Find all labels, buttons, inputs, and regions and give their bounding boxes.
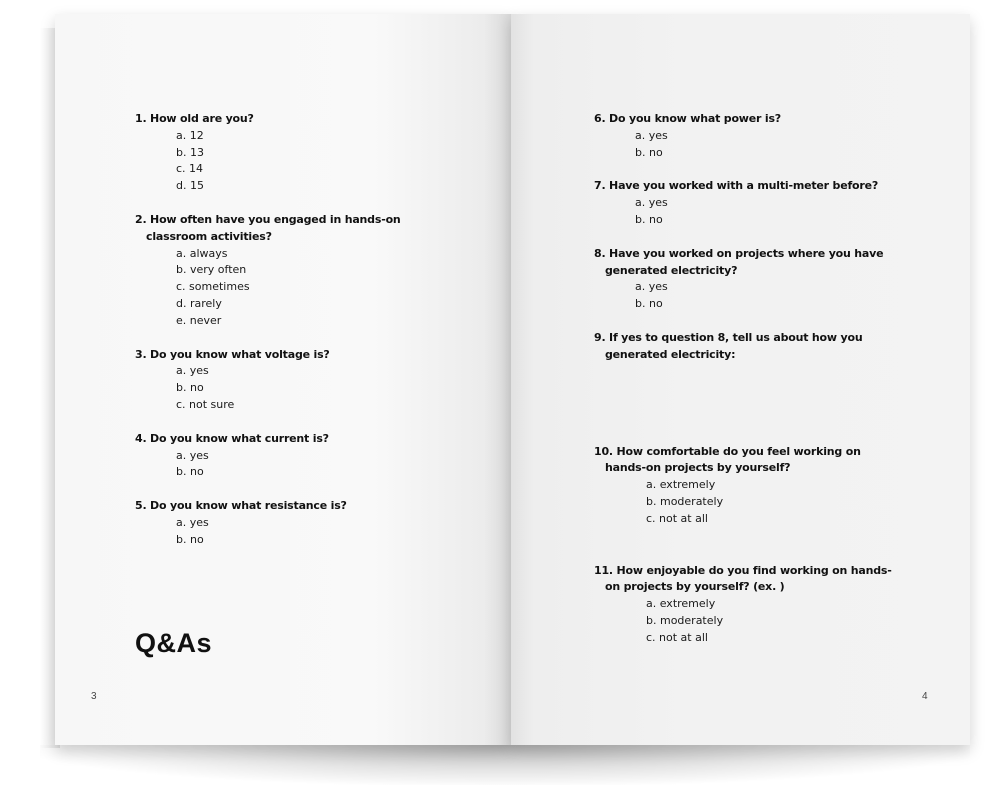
question-9 [594,330,894,364]
option: a. 12 [176,128,204,142]
option: a. yes [176,515,209,529]
question-text: 9. If yes to question 8, tell us about how you generated electricity: [594,330,863,361]
question-5 [135,498,435,548]
option: a. yes [635,196,668,210]
page-number: 4 [922,691,928,702]
option: a. extremely [646,597,716,611]
option: c. not sure [176,397,235,411]
question-1 [135,111,435,195]
left-page [55,14,511,745]
question-text: 8. Have you worked on projects where you have generated electricity? [594,246,884,277]
option: b. no [635,145,663,159]
question-text: 4. Do you know what current is? [135,431,329,445]
question-text: 5. Do you know what resistance is? [135,499,347,513]
option: d. 15 [176,179,204,193]
option: b. moderately [646,613,724,627]
option: a. yes [635,280,668,294]
right-question-list [594,111,894,647]
question-text: 10. How comfortable do you feel working on hands-on projects by yourself? [594,444,861,475]
option: c. not at all [646,630,708,644]
option: b. no [635,212,663,226]
option: a. yes [635,128,668,142]
question-text: 3. Do you know what voltage is? [135,347,330,361]
book-shadow-bottom [40,745,970,785]
option: b. no [635,297,663,311]
option: b. no [176,381,204,395]
question-6 [594,111,894,161]
option: a. always [176,246,228,260]
option: b. no [176,465,204,479]
question-text: 2. How often have you engaged in hands-on classroom activities? [135,212,401,243]
question-text: 11. How enjoyable do you find working on hands-on projects by yourself? (ex. ) [594,563,892,594]
left-question-list [135,111,435,549]
option: a. yes [176,364,209,378]
question-7 [594,178,894,228]
question-10 [594,444,894,528]
option: a. extremely [646,478,716,492]
right-page [511,14,970,745]
question-text: 1. How old are you? [135,112,254,125]
option: b. 13 [176,145,204,159]
option: d. rarely [176,296,222,310]
page-title: Q&As [135,628,213,658]
option: c. not at all [646,511,708,525]
option: e. never [176,313,222,327]
option: b. very often [176,263,247,277]
option: b. no [176,532,204,546]
question-text: 6. Do you know what power is? [594,112,781,125]
question-2 [135,212,435,330]
question-text: 7. Have you worked with a multi-meter before? [594,179,879,193]
page-number: 3 [91,691,97,702]
option: b. moderately [646,494,724,508]
question-11 [594,563,894,647]
option: c. sometimes [176,280,250,294]
question-3 [135,347,435,414]
question-8 [594,246,894,313]
option: c. 14 [176,162,204,176]
option: a. yes [176,448,209,462]
question-4 [135,431,435,481]
